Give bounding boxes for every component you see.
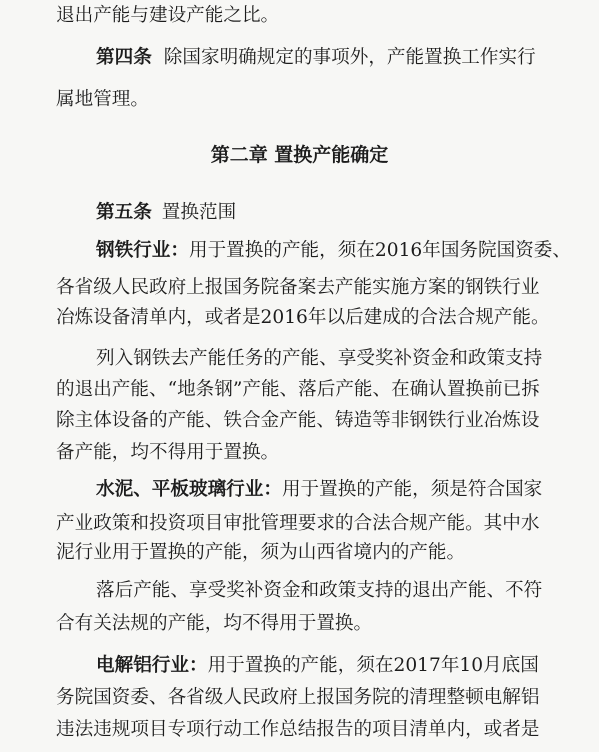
line-text: 各省级人民政府上报国务院备案去产能实施方案的钢铁行业	[56, 277, 540, 298]
article-label: 第五条	[96, 202, 152, 223]
article-line	[96, 239, 599, 263]
line-text: 合有关法规的产能，均不得用于置换。	[56, 613, 373, 634]
text-line	[56, 409, 599, 433]
line-text: 除主体设备的产能、铁合金产能、铸造等非钢铁行业冶炼设	[56, 410, 540, 431]
article-label: 第四条	[96, 47, 152, 68]
text-line	[56, 612, 599, 636]
text-line	[56, 276, 599, 300]
line-text: 落后产能、享受奖补资金和政策支持的退出产能、不符	[96, 580, 543, 601]
text-line	[56, 686, 599, 710]
line-text: 退出产能与建设产能之比。	[56, 5, 280, 26]
text-line	[56, 512, 599, 536]
line-text: 用于置换的产能，须在2016年国务院国资委、	[188, 240, 571, 261]
line-text: 泥行业用于置换的产能，须为山西省境内的产能。	[56, 542, 466, 563]
text-line	[56, 306, 599, 330]
line-text: 用于置换的产能，须在2017年10月底国	[207, 655, 539, 676]
text-line	[56, 718, 599, 742]
text-line	[56, 541, 599, 565]
text-line	[96, 347, 599, 371]
line-text: 属地管理。	[56, 89, 149, 110]
article-label: 水泥、平板玻璃行业：	[96, 479, 282, 500]
line-text: 列入钢铁去产能任务的产能、享受奖补资金和政策支持	[96, 348, 543, 369]
text-line	[56, 378, 599, 402]
text-line	[56, 4, 599, 28]
line-text: 违法违规项目专项行动工作总结报告的项目清单内，或者是	[56, 719, 540, 740]
text-line	[96, 579, 599, 603]
line-text: 除国家明确规定的事项外，产能置换工作实行	[163, 47, 536, 68]
article-line	[96, 46, 599, 70]
line-text: 冶炼设备清单内，或者是2016年以后建成的合法合规产能。	[56, 307, 550, 328]
chapter-title: 第二章 置换产能确定	[210, 144, 389, 166]
text-line	[56, 441, 599, 465]
line-text: 的退出产能、“地条钢”产能、落后产能、在确认置换前已拆	[56, 379, 540, 400]
article-line	[96, 654, 599, 678]
article-label: 电解铝行业：	[96, 655, 208, 676]
text-line	[56, 88, 599, 112]
line-text: 备产能，均不得用于置换。	[56, 442, 280, 463]
line-text: 务院国资委、各省级人民政府上报国务院的清理整顿电解铝	[56, 687, 540, 708]
chapter-heading	[0, 143, 599, 167]
article-line	[96, 478, 599, 502]
line-text: 用于置换的产能，须是符合国家	[281, 479, 543, 500]
article-line	[96, 201, 599, 225]
line-text: 产业政策和投资项目审批管理要求的合法合规产能。其中水	[56, 513, 540, 534]
article-label: 钢铁行业：	[96, 240, 189, 261]
line-text: 置换范围	[161, 202, 237, 223]
